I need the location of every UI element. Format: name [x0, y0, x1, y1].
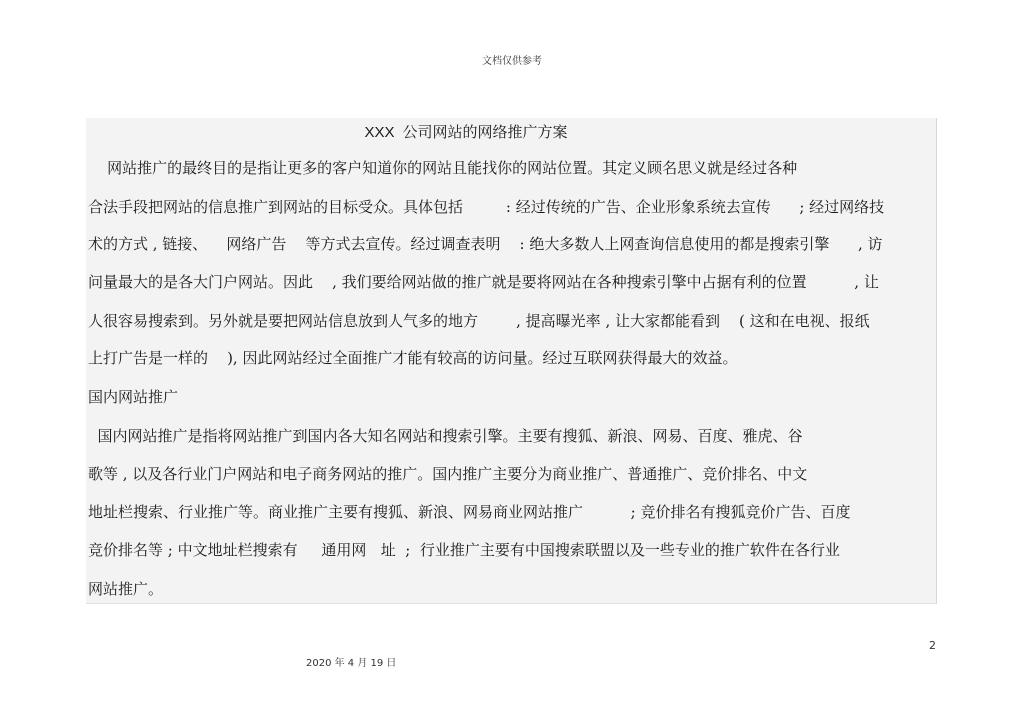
paragraph-line-2: 合法手段把网站的信息推广到网站的目标受众。具体包括 : 经过传统的广告、企业形象系统去宣传 ; 经过网络技	[88, 198, 885, 216]
page-number: 2	[929, 639, 936, 652]
paragraph-line-8: 歌等 , 以及各行业门户网站和电子商务网站的推广。国内推广主要分为商业推广、普通推广、竞价排名、中文	[88, 465, 808, 483]
footer-date: 2020 年 4 月 19 日	[306, 658, 397, 669]
paragraph-line-5: 人很容易搜索到。另外就是要把网站信息放到人气多的地方 , 提高曝光率 , 让大家都能看到 ( 这和在电视、报纸	[88, 312, 870, 330]
title-main: 公司网站的网络推广方案	[402, 123, 568, 141]
paragraph-line-4: 问量最大的是各大门户网站。因此 , 我们要给网站做的推广就是要将网站在各种搜索引擎中占据有利的位置 , 让	[88, 273, 879, 291]
paragraph-line-10: 竞价排名等 ; 中文地址栏搜索有 通用网 址 ; 行业推广主要有中国搜索联盟以及一些专业的推广软件在各行业	[88, 541, 840, 559]
paragraph-line-3: 术的方式 , 链接、 网络广告 等方式去宣传。经过调查表明 : 绝大多数人上网查询信息使用的都是搜索引擎 , 访	[88, 235, 883, 253]
section-heading: 国内网站推广	[88, 388, 179, 406]
paragraph-line-7: 国内网站推广是指将网站推广到国内各大知名网站和搜索引擎。主要有搜狐、新浪、网易、百度、雅虎、谷	[88, 427, 803, 445]
paragraph-line-6: 上打广告是一样的 ), 因此网站经过全面推广才能有较高的访问量。经过互联网获得最大的效益。	[88, 349, 738, 367]
paragraph-line-9: 地址栏搜索、行业推广等。商业推广主要有搜狐、新浪、网易商业网站推广 ; 竞价排名有搜狐竞价广告、百度	[88, 503, 851, 521]
document-body	[86, 118, 937, 604]
paragraph-line-1: 网站推广的最终目的是指让更多的客户知道你的网站且能找你的网站位置。其定义顾名思义就是经过各种	[88, 159, 798, 177]
title-prefix: XXX	[364, 124, 395, 141]
paragraph-line-11: 网站推广。	[88, 580, 164, 598]
page-header: 文档仅供参考	[482, 56, 542, 67]
document-title	[86, 122, 936, 143]
